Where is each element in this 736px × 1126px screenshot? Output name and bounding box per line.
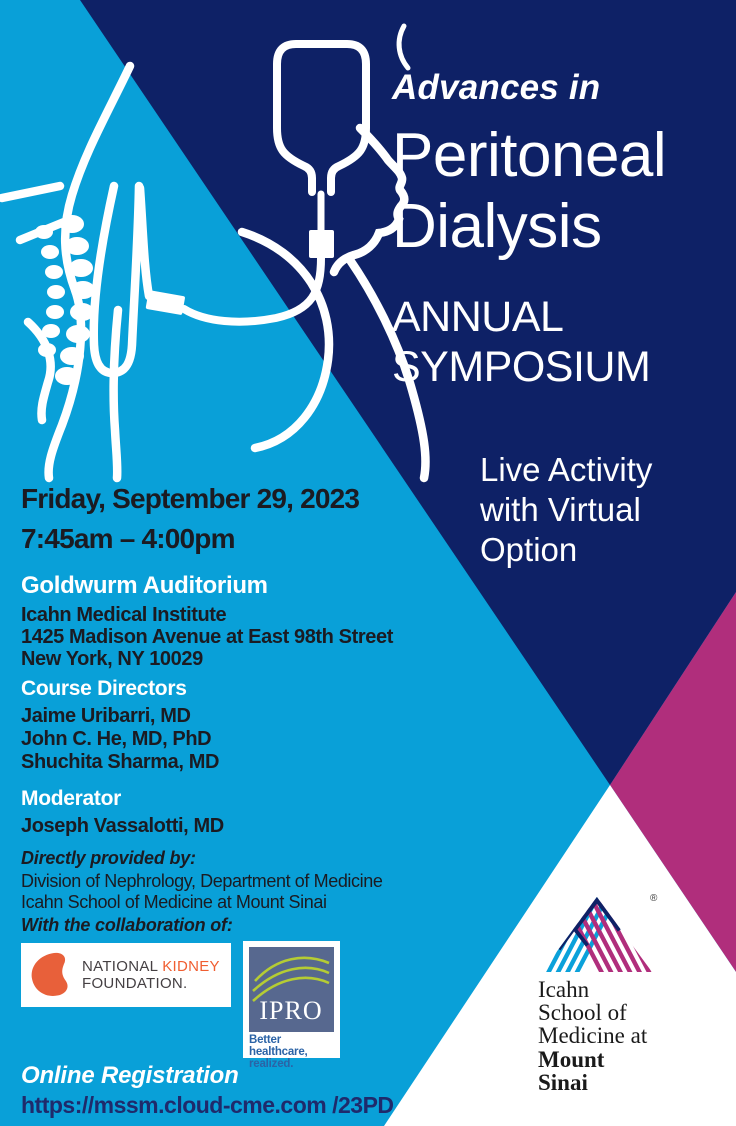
nkf-wordmark bbox=[82, 958, 220, 992]
live-activity-line-2: with Virtual bbox=[480, 491, 641, 528]
nkf-word-national: NATIONAL bbox=[82, 958, 158, 975]
provided-by-school: Icahn School of Medicine at Mount Sinai bbox=[21, 892, 327, 912]
moderator-block bbox=[21, 787, 224, 838]
national-kidney-foundation-logo bbox=[21, 943, 231, 1007]
provided-by-block bbox=[21, 848, 382, 913]
leg-line bbox=[114, 310, 118, 478]
ms-line-medicine: Medicine at bbox=[538, 1023, 648, 1049]
ipro-tagline-line-1: Better healthcare, bbox=[249, 1034, 308, 1058]
catheter-connector-icon bbox=[146, 290, 186, 315]
event-date: Friday, September 29, 2023 bbox=[21, 483, 360, 514]
ms-line-school: School of bbox=[538, 1000, 627, 1026]
venue-building: Icahn Medical Institute bbox=[21, 604, 227, 626]
dialysate-bag-icon bbox=[277, 44, 366, 192]
event-datetime bbox=[21, 479, 359, 559]
provided-by-division: Division of Nephrology, Department of Medicine bbox=[21, 871, 383, 891]
event-time: 7:45am – 4:00pm bbox=[21, 523, 235, 554]
chest-inner-curve bbox=[242, 232, 329, 448]
spine-top-line bbox=[2, 186, 60, 198]
registration-url-link[interactable]: https://mssm.cloud-cme.com /23PD bbox=[21, 1092, 394, 1118]
subtitle-annual: ANNUAL bbox=[392, 293, 564, 341]
ipro-arcs-icon bbox=[249, 947, 334, 1032]
ipro-square bbox=[249, 947, 334, 1032]
course-director-name: John C. He, MD, PhD bbox=[21, 728, 212, 750]
ms-line-mount: Mount bbox=[538, 1046, 605, 1072]
title-line-2: Dialysis bbox=[392, 192, 602, 261]
subtitle-symposium: SYMPOSIUM bbox=[392, 343, 651, 391]
title-block bbox=[392, 68, 666, 392]
ipro-logo bbox=[243, 941, 340, 1070]
provided-by-label: Directly provided by: bbox=[21, 848, 196, 868]
moderator-heading: Moderator bbox=[21, 787, 121, 810]
live-activity-note bbox=[480, 450, 652, 570]
registration-block bbox=[21, 1062, 394, 1119]
kidney-bean-icon bbox=[29, 951, 75, 999]
course-director-name: Jaime Uribarri, MD bbox=[21, 705, 191, 727]
registered-trademark-symbol: ® bbox=[650, 893, 658, 904]
venue-address: 1425 Madison Avenue at East 98th Street bbox=[21, 626, 393, 648]
course-director-name: Shuchita Sharma, MD bbox=[21, 751, 219, 773]
venue-block bbox=[21, 572, 393, 670]
live-activity-line-1: Live Activity bbox=[480, 451, 653, 488]
title-kicker: Advances in bbox=[392, 68, 601, 107]
ms-line-icahn: Icahn bbox=[538, 977, 590, 1002]
registration-label: Online Registration bbox=[21, 1062, 239, 1089]
ms-line-sinai: Sinai bbox=[538, 1069, 588, 1095]
tube-clamp-icon bbox=[309, 230, 334, 258]
mount-sinai-mountain-icon bbox=[538, 894, 652, 974]
abdomen-line bbox=[140, 188, 149, 296]
live-activity-line-3: Option bbox=[480, 531, 578, 568]
venue-city: New York, NY 10029 bbox=[21, 648, 203, 670]
course-directors-heading: Course Directors bbox=[21, 677, 187, 700]
venue-name: Goldwurm Auditorium bbox=[21, 572, 268, 599]
ipro-wordmark: IPRO bbox=[259, 996, 323, 1025]
title-line-1: Peritoneal bbox=[392, 121, 667, 190]
collaboration-label: With the collaboration of: bbox=[21, 915, 233, 935]
moderator-name: Joseph Vassalotti, MD bbox=[21, 815, 224, 837]
course-directors-block bbox=[21, 677, 219, 774]
nkf-word-foundation: FOUNDATION. bbox=[82, 975, 188, 992]
mount-sinai-wordmark bbox=[538, 978, 647, 1094]
ipro-tagline-line-2: realized. bbox=[249, 1058, 294, 1070]
nkf-word-kidney: KIDNEY bbox=[162, 958, 220, 975]
hair-wisp-line bbox=[399, 26, 408, 68]
